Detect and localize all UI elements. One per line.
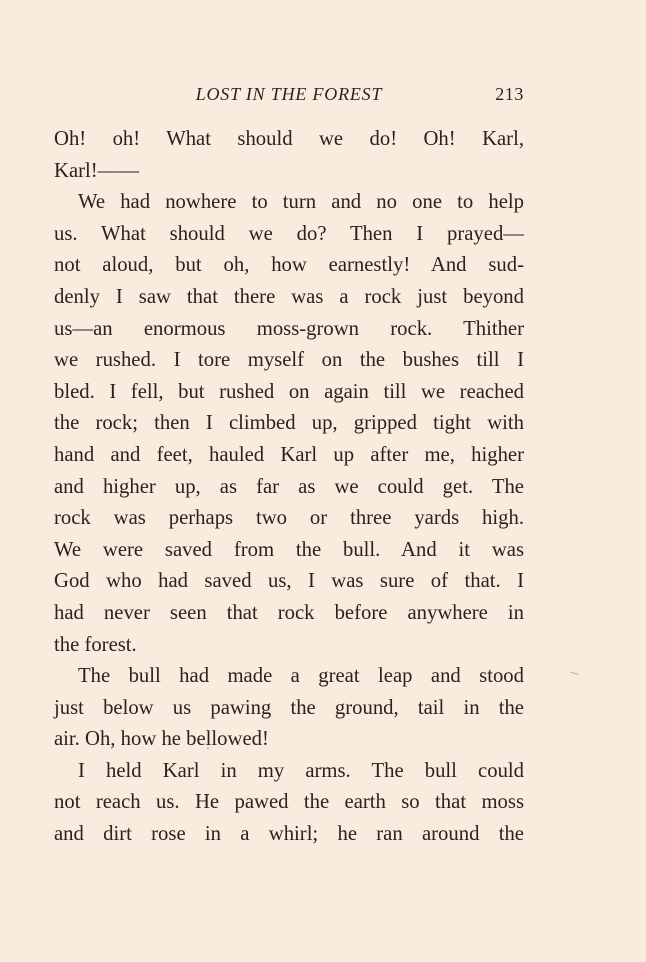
paragraph-start-line: The bull had made a great leap and stood xyxy=(78,665,524,688)
text-line: Oh! oh! What should we do! Oh! Karl, xyxy=(54,128,524,150)
text-line: We were saved from the bull. And it was xyxy=(54,538,524,561)
text-line: and higher up, as far as we could get. The xyxy=(54,475,524,498)
page-speck-mark xyxy=(571,672,579,675)
text-line: air. Oh, how he bellowed! xyxy=(54,728,269,751)
chapter-running-title: LOST IN THE FOREST xyxy=(195,84,383,104)
text-line: not reach us. He pawed the earth so that moss xyxy=(54,791,524,814)
paragraph-start-line: We had nowhere to turn and no one to help xyxy=(78,191,524,214)
text-line: just below us pawing the ground, tail in the xyxy=(54,696,524,719)
text-line: not aloud, but oh, how earnestly! And sud- xyxy=(54,254,524,277)
text-line: bled. I fell, but rushed on again till we reached xyxy=(54,380,524,403)
text-line: we rushed. I tore myself on the bushes till I xyxy=(54,349,524,372)
text-line: hand and feet, hauled Karl up after me, higher xyxy=(54,443,524,466)
ink-dot-mark xyxy=(207,747,209,749)
text-line: rock was perhaps two or three yards high. xyxy=(54,507,524,530)
text-line: had never seen that rock before anywhere in xyxy=(54,601,524,624)
text-line: God who had saved us, I was sure of that. I xyxy=(54,570,524,593)
text-line: the rock; then I climbed up, gripped tight with xyxy=(54,412,524,435)
text-line: and dirt rose in a whirl; he ran around the xyxy=(54,823,524,846)
page-number: 213 xyxy=(495,84,524,104)
body-text xyxy=(54,124,524,851)
text-line: us. What should we do? Then I prayed— xyxy=(54,222,524,245)
text-line: us—an enormous moss-grown rock. Thither xyxy=(54,317,524,340)
paragraph-start-line: I held Karl in my arms. The bull could xyxy=(78,759,524,782)
text-line: Karl!—— xyxy=(54,159,140,182)
text-line: the forest. xyxy=(54,633,137,656)
text-line: denly I saw that there was a rock just beyond xyxy=(54,285,524,308)
running-header xyxy=(54,84,524,108)
